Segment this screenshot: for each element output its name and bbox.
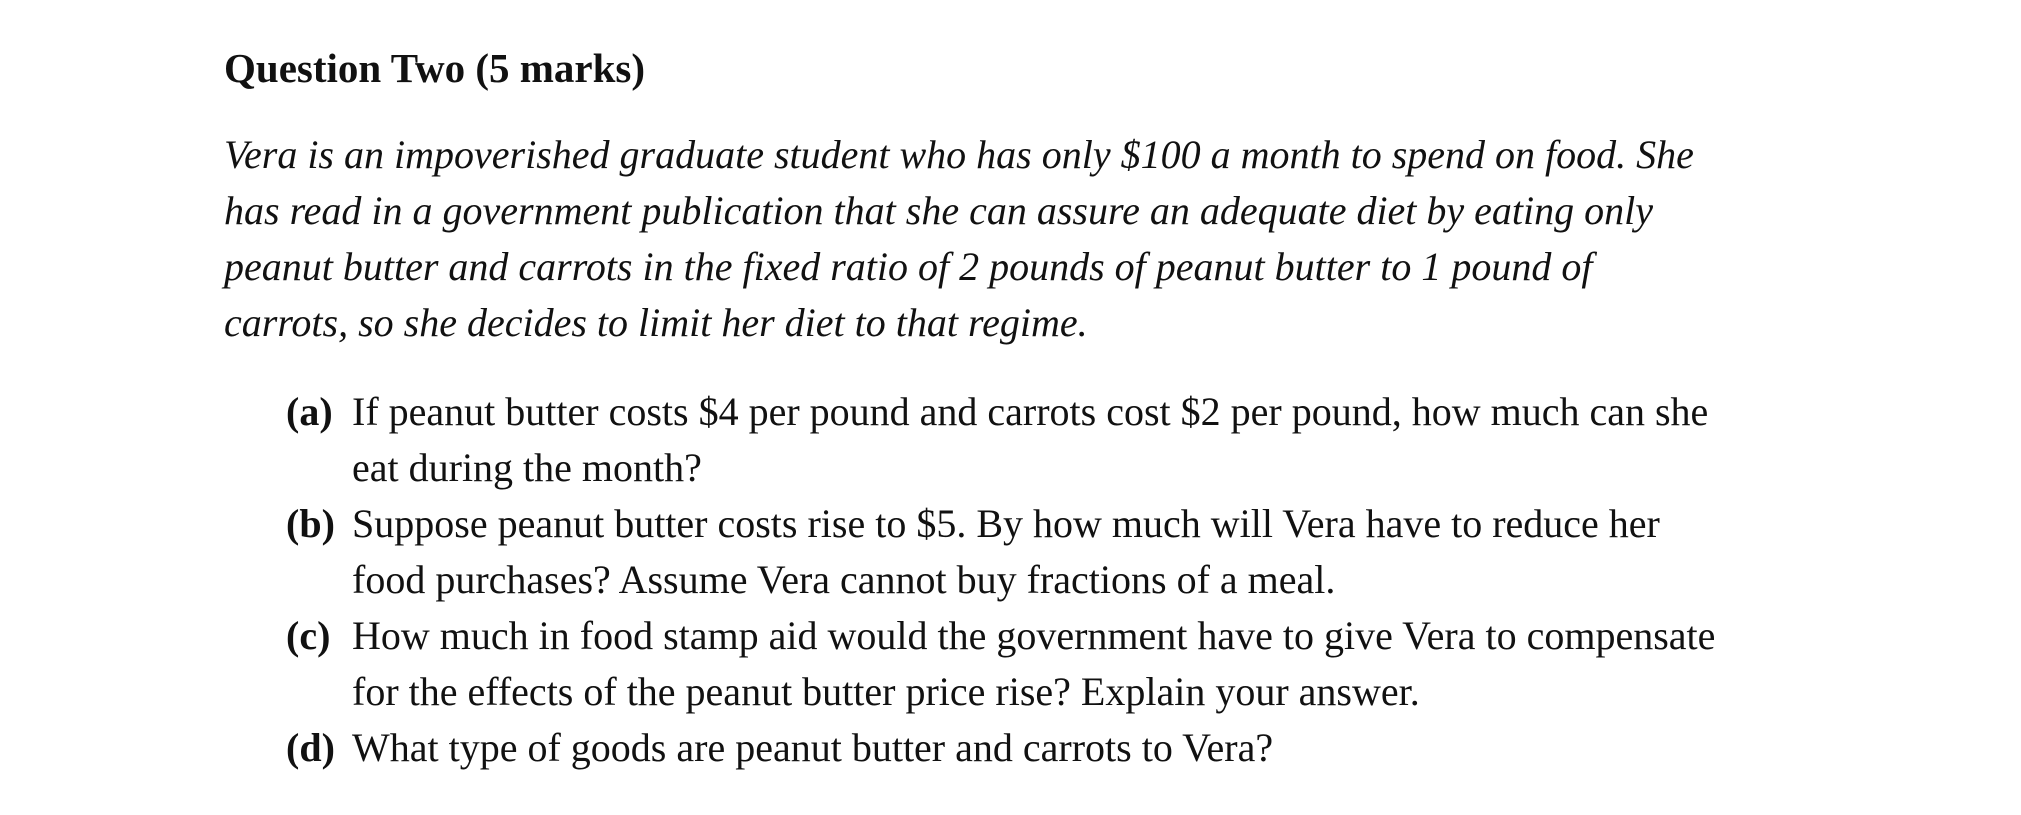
question-label: (c)	[286, 613, 331, 658]
intro-paragraph	[224, 127, 1844, 351]
question-heading: Question Two (5 marks)	[224, 45, 646, 91]
question-label: (d)	[286, 725, 335, 770]
question-item-a	[286, 384, 1715, 496]
intro-line: Vera is an impoverished graduate student who has only $100 a month to spend on food. She	[224, 132, 1694, 177]
question-label: (b)	[286, 501, 335, 546]
question-text-line: How much in food stamp aid would the government have to give Vera to compensate	[352, 613, 1716, 658]
question-text-line: food purchases? Assume Vera cannot buy fractions of a meal.	[352, 557, 1336, 602]
question-text-line: for the effects of the peanut butter price rise? Explain your answer.	[352, 669, 1420, 714]
intro-line: carrots, so she decides to limit her diet to that regime.	[224, 300, 1088, 345]
question-text-line: If peanut butter costs $4 per pound and carrots cost $2 per pound, how much can she	[352, 389, 1709, 434]
question-item-b	[286, 496, 1715, 608]
question-text-line: eat during the month?	[352, 445, 702, 490]
question-text-line: Suppose peanut butter costs rise to $5. By how much will Vera have to reduce her	[352, 501, 1660, 546]
question-item-d	[286, 720, 1715, 776]
question-label: (a)	[286, 389, 333, 434]
intro-line: has read in a government publication that she can assure an adequate diet by eating only	[224, 188, 1654, 233]
question-item-c	[286, 608, 1715, 720]
question-list	[286, 384, 1715, 776]
question-text-line: What type of goods are peanut butter and carrots to Vera?	[352, 725, 1274, 770]
intro-line: peanut butter and carrots in the fixed ratio of 2 pounds of peanut butter to 1 pound of	[224, 244, 1593, 289]
